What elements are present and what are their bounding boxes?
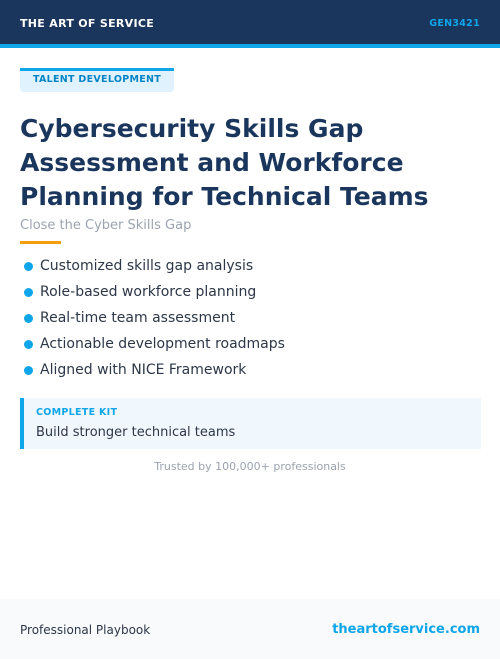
feature-item <box>20 308 285 334</box>
feature-item <box>20 282 285 308</box>
brand-name: THE ART OF SERVICE <box>20 17 155 30</box>
trusted-note: Trusted by 100,000+ professionals <box>154 460 346 473</box>
feature-item <box>20 360 285 386</box>
bullet-icon <box>24 314 33 323</box>
kit-text: Build stronger technical teams <box>36 425 236 440</box>
kit-callout <box>20 398 481 449</box>
website-link[interactable]: theartofservice.com <box>332 622 480 637</box>
feature-label: Real-time team assessment <box>40 310 236 326</box>
subtitle: Close the Cyber Skills Gap <box>20 218 192 233</box>
feature-label: Actionable development roadmaps <box>40 336 285 352</box>
feature-list <box>20 256 285 386</box>
bullet-icon <box>24 366 33 375</box>
feature-label: Customized skills gap analysis <box>40 258 254 274</box>
header-bar <box>0 0 500 48</box>
feature-item <box>20 334 285 360</box>
kit-label: COMPLETE KIT <box>36 407 118 418</box>
accent-divider <box>20 241 61 244</box>
feature-label: Aligned with NICE Framework <box>40 362 247 378</box>
category-tag: TALENT DEVELOPMENT <box>20 68 174 92</box>
bullet-icon <box>24 262 33 271</box>
footer-label: Professional Playbook <box>20 623 151 637</box>
bullet-icon <box>24 340 33 349</box>
product-code: GEN3421 <box>429 18 480 29</box>
feature-label: Role-based workforce planning <box>40 284 257 300</box>
feature-item <box>20 256 285 282</box>
footer-bar <box>0 599 500 659</box>
bullet-icon <box>24 288 33 297</box>
page-title: Cybersecurity Skills Gap Assessment and Workforce Planning for Technical Teams <box>20 114 429 211</box>
